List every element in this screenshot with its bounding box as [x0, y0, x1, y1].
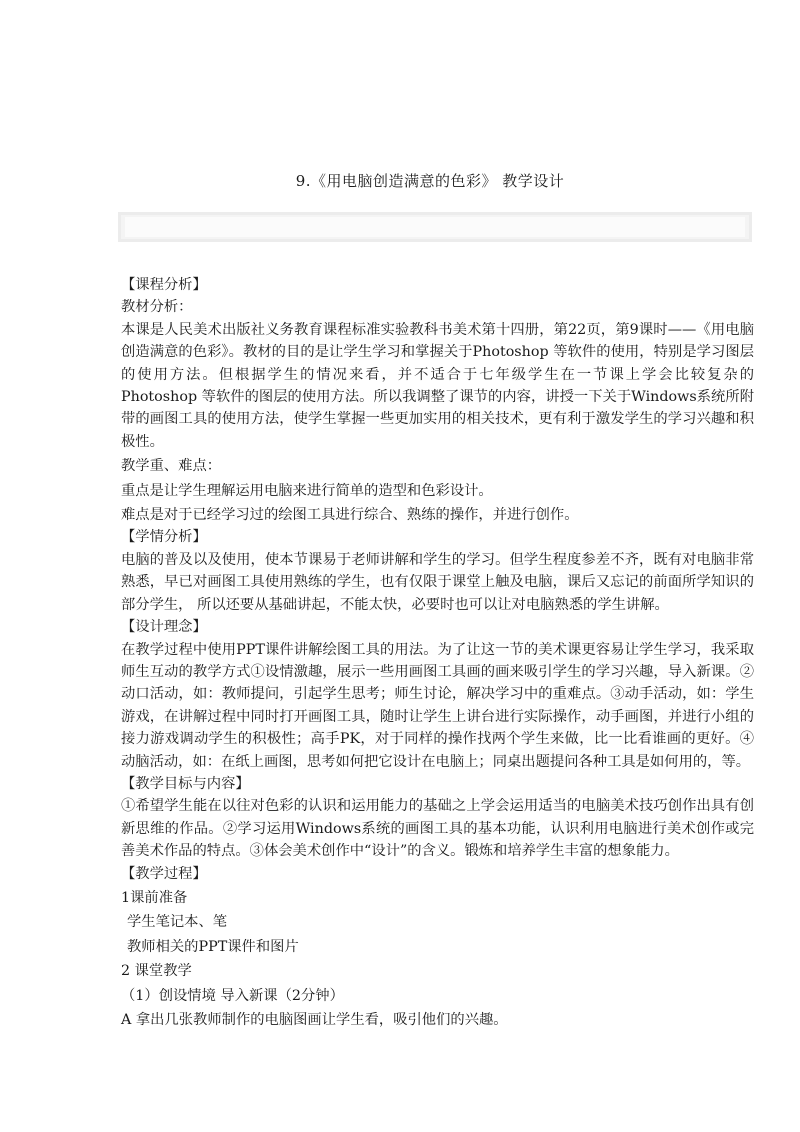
objectives-paragraph: ①希望学生能在以往对色彩的认识和运用能力的基础之上学会运用适当的电脑美术技巧创作出具有创新思维的作品。②学习运用Windows系统的画图工具的基本功能，认识利用电脑进行美术创作或完善美术作品的特点。③体会美术创作中“设计”的含义。锻炼和培养学生丰富的想象能力。: [121, 798, 754, 860]
process-step-1-item-1: 学生笔记本、笔: [127, 914, 228, 931]
material-analysis-label: 教材分析：: [121, 299, 193, 316]
key-point-paragraph: 重点是让学生理解运用电脑来进行简单的造型和色彩设计。: [121, 482, 493, 499]
process-step-2: 2 课堂教学: [121, 963, 192, 980]
process-step-1-item-2: 教师相关的PPT课件和图片: [127, 938, 299, 955]
section-heading-process: 【教学过程】: [121, 865, 207, 882]
process-step-2-sub-1: （1）创设情境 导入新课（2分钟）: [121, 987, 344, 1004]
key-points-label: 教学重、难点：: [121, 458, 222, 475]
design-concept-paragraph: 在教学过程中使用PPT课件讲解绘图工具的用法。为了让这一节的美术课更容易让学生学习，我采取师生互动的教学方式①设情激趣，展示一些用画图工具画的画来吸引学生的学习兴趣，导入新课。②动口活动，如：教师提问，引起学生思考；师生讨论，解决学习中的重难点。③动手活动，如：学生游戏，在讲解过程中同时打开画图工具，随时让学生上讲台进行实际操作，动手画图，并进行小组的接力游戏调动学生的积极性；高手PK，对于同样的操作找两个学生来做，比一比看谁画的更好。④动脑活动，如：在纸上画图，思考如何把它设计在电脑上；同桌出题提问各种工具是如何用的，等。: [121, 641, 754, 770]
document-body: [121, 274, 754, 1031]
document-title: 9.《用电脑创造满意的色彩》 教学设计: [295, 172, 565, 190]
title-divider-band: [118, 212, 752, 242]
material-analysis-paragraph: 本课是人民美术出版社义务教育课程标准实验教科书美术第十四册，第22页，第9课时——《用电脑创造满意的色彩》。教材的目的是让学生学习和掌握关于Photoshop 等软件的使用，特别是学习图层的使用方法。但根据学生的情况来看，并不适合于七年级学生在一节课上学会比较复杂的Photoshop 等软件的图层的使用方法。所以我调整了课节的内容，讲授一下关于Windows系统所附带的画图工具的使用方法，使学生掌握一些更加实用的相关技术，更有利于激发学生的学习兴趣和积极性。: [121, 321, 754, 450]
section-heading-design-concept: 【设计理念】: [121, 619, 207, 636]
section-heading-course-analysis: 【课程分析】: [121, 277, 207, 293]
section-heading-objectives: 【教学目标与内容】: [121, 775, 250, 792]
process-step-2-a: A 拿出几张教师制作的电脑图画让学生看，吸引他们的兴趣。: [121, 1012, 508, 1028]
learner-analysis-paragraph: 电脑的普及以及使用，使本节课易于老师讲解和学生的学习。但学生程度参差不齐，既有对电脑非常熟悉，早已对画图工具使用熟练的学生，也有仅限于课堂上触及电脑，课后又忘记的前面所学知识的部分学生， 所以还要从基础讲起，不能太快，必要时也可以让对电脑熟悉的学生讲解。: [121, 551, 754, 613]
process-step-1: 1课前准备: [121, 889, 188, 906]
section-heading-learner-analysis: 【学情分析】: [121, 529, 207, 546]
difficulty-paragraph: 难点是对于已经学习过的绘图工具进行综合、熟练的操作，并进行创作。: [121, 507, 579, 524]
